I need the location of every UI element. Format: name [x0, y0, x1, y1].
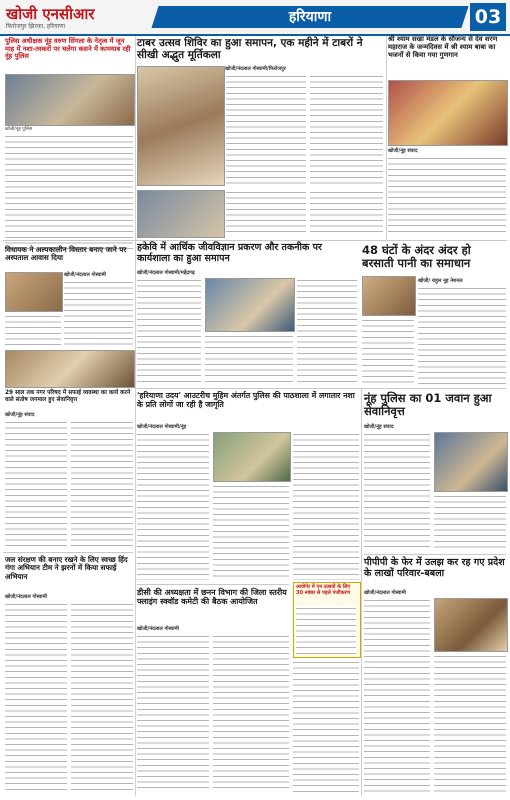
- shyam-headline: श्री श्याम सखा मंडल के सौजन्य से देव शरण महाराज के जन्मदिवस में श्री श्याम बाबा का भजनों से किया गया गुणगान: [388, 35, 498, 59]
- swachh-body-1: [5, 602, 67, 792]
- hockey-body-3: [297, 278, 357, 384]
- hockey-byline: खोजी/नंदलाल गोस्वामी/महेंद्रगढ़: [137, 270, 195, 276]
- camp-body-3: [226, 190, 306, 236]
- haryana-daur-photo: [213, 432, 291, 482]
- section-title: हरियाणा: [288, 9, 332, 25]
- dc-body-2: [213, 634, 289, 792]
- haryana-daur-headline: 'हरियाणा उदय' आउटरीच मुहिम अंतर्गत पुलिस की पाठशाला में लगातार नशा के प्रति लोगों जा रही है जागृति: [137, 391, 355, 409]
- vidhayak-body-1: [64, 280, 133, 346]
- dc-body-3: [293, 660, 359, 792]
- dateline: फिरोजपुर झिरका, हरियाणा: [6, 23, 66, 30]
- divider-3: [3, 552, 133, 553]
- camp-body-1: [226, 74, 306, 186]
- ppp-photo: [434, 598, 508, 652]
- haryana-daur-body-1: [137, 432, 209, 580]
- dc-body-1: [137, 634, 209, 792]
- vidhayak-byline: खोजी/नंदलाल गोस्वामी: [64, 272, 106, 278]
- divider-1: [3, 240, 507, 241]
- water-byline: खोजी/ राहुल नूह नेशनल: [418, 278, 463, 284]
- camp-photo-2: [137, 190, 225, 238]
- shyam-byline: खोजी/नूंह संवाद: [388, 148, 418, 154]
- ppp-body-1: [364, 598, 430, 792]
- divider-5: [364, 554, 506, 555]
- smriti-body-1: [5, 420, 67, 548]
- aaoge-body: [296, 606, 356, 654]
- newspaper-logo: खोजी एनसीआर: [6, 5, 95, 23]
- shyam-body: [388, 156, 506, 236]
- camp-byline: खोजी/नंदलाल गोस्वामी/फिरोजपुर: [225, 66, 286, 72]
- water-photo-1: [362, 276, 416, 316]
- ppp-headline: पीपीपी के फेर में उलझ कर रह गए प्रदेश के लाखों परिवार-बबला: [364, 557, 505, 579]
- police-headline: पुलिस अधीक्षक नूंह वरुण सिंगला के नेतृत्व में जून माह में नशा-तस्करों पर चलेगा कसने में कामयाब रही नूंह पुलिस: [5, 37, 131, 61]
- nuh-police-photo: [434, 432, 508, 492]
- swachh-headline: जल संरक्षण की बनाए रखने के लिए स्वच्छ हिंद गंगा अभियान टीम ने झरनों में किया सफाई अभियान: [5, 555, 128, 581]
- camp-photo-1: [137, 66, 225, 186]
- haryana-daur-body-3: [293, 432, 359, 580]
- vidhayak-body-2: [5, 314, 61, 346]
- nuh-police-body-1: [364, 432, 430, 550]
- masthead: [0, 0, 510, 36]
- haryana-daur-byline: खोजी/नंदलाल गोस्वामी/नूंह: [137, 424, 187, 430]
- nuh-police-byline: खोजी/नूंह संवाद: [364, 424, 394, 430]
- smriti-headline: 29 साल तक नगर परिषद में सफाई व्यवस्था का कार्य करने वाले संतोष जगमाल हुए सेवानिवृत्त: [5, 390, 131, 403]
- divider-2: [137, 388, 506, 389]
- vidhayak-photo: [5, 272, 63, 312]
- water-body-1: [418, 286, 506, 384]
- swachh-byline: खोजी/नंदलाल गोस्वामी: [5, 594, 47, 600]
- hockey-body-2: [205, 334, 293, 384]
- dc-byline: खोजी/नंदलाल गोस्वामी: [137, 626, 179, 632]
- hockey-headline: हकेवि में आर्थिक जीवविज्ञान प्रकरण और तकनीक पर कार्यशाला का हुआ समापन: [137, 242, 322, 264]
- police-body: [5, 134, 133, 252]
- vidhayak-headline: विधायक ने अल्पकालीन विस्तार बनाए जाने पर अस्पताल आवास दिया: [5, 245, 127, 263]
- column-separator: [361, 388, 362, 796]
- camp-body-4: [310, 190, 383, 236]
- hockey-body-1: [137, 278, 201, 384]
- camp-headline: टाबर उत्सव शिविर का हुआ समापन, एक महीने में टाबरों ने सीखी अद्भुत मूर्तिकला: [137, 37, 363, 62]
- nuh-police-body-2: [434, 494, 506, 550]
- haryana-daur-body-2: [213, 484, 289, 580]
- aaoge-headline: आवोगेर में एन उत्सवों के लिए 30 नवंबर से पहले पंजीकरण: [296, 584, 351, 596]
- nuh-police-headline: नूंह पुलिस का 01 जवान हुआ सेवानिवृत्त: [364, 391, 492, 419]
- hockey-photo: [205, 278, 295, 332]
- police-caption: खोजी/नूंह पुलिस: [5, 127, 32, 132]
- police-photo: [5, 74, 135, 126]
- water-body-2: [362, 318, 414, 384]
- camp-body-2: [310, 74, 383, 186]
- page-number: 03: [470, 3, 506, 31]
- column-separator: [386, 36, 387, 240]
- column-separator: [135, 36, 136, 796]
- smriti-photo: [5, 350, 135, 388]
- swachh-body-2: [71, 602, 133, 792]
- divider-4: [137, 584, 289, 585]
- ppp-body-2: [434, 654, 506, 792]
- shyam-photo: [388, 80, 508, 146]
- ppp-byline: खोजी/नंदलाल गोस्वामी: [364, 590, 406, 596]
- dc-headline: डीसी की अध्यक्षता में छनन विभाग की जिला स्तरीय फ्लाइंग स्क्वॉड कमेटी की बैठक आयोजित: [137, 588, 287, 607]
- smriti-body-2: [71, 420, 133, 548]
- smriti-byline: खोजी/नूंह संवाद: [5, 412, 35, 418]
- water-headline: 48 घंटों के अंदर अंदर हो बरसाती पानी का समाधान: [362, 243, 471, 271]
